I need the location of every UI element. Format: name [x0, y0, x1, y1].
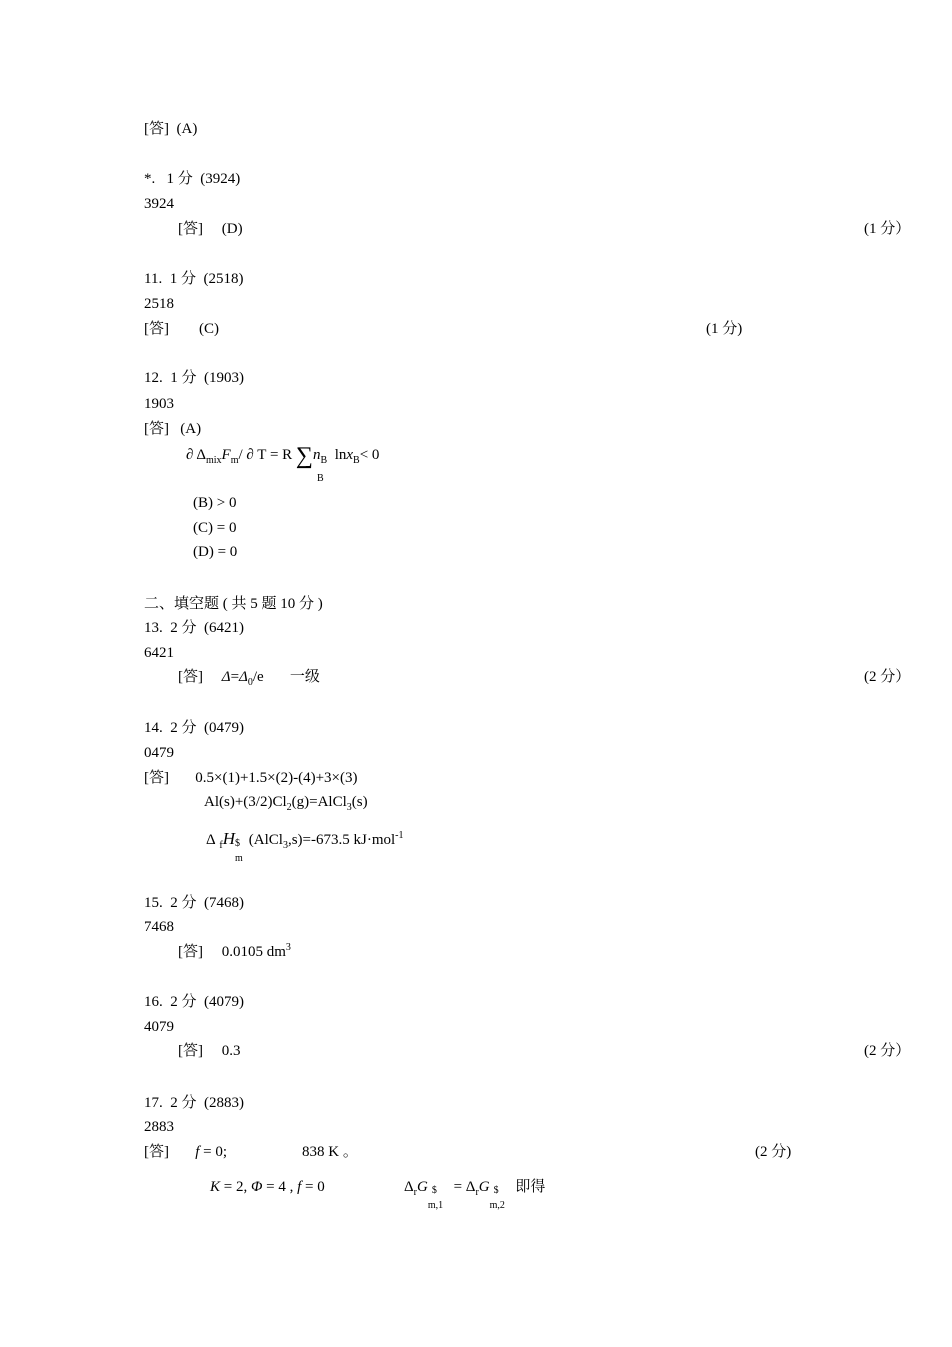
question-header: 11. 1 分 (2518) — [144, 271, 244, 287]
gibbs-equality: $\Delta_rG$ $ m,1 = $\Delta_rG$ $ m,2 即得 — [404, 1179, 546, 1211]
question-header: 12. 1 分 (1903) — [144, 370, 245, 386]
sum-index: B — [317, 473, 324, 484]
question-id: 6421 — [144, 645, 174, 661]
temperature: 838 K 。 — [302, 1144, 358, 1160]
answer-value: (A) — [176, 121, 198, 137]
answer-line: [答] 0.3 — [178, 1043, 241, 1059]
option-d: (D) = 0 — [193, 544, 238, 560]
answer-line: [答] f = 0; — [144, 1144, 228, 1160]
question-header: 16. 2 分 (4079) — [144, 994, 245, 1010]
question-id: 4079 — [144, 1019, 174, 1035]
answer-line: [答] (A) — [144, 421, 202, 437]
question-id: 2518 — [144, 296, 174, 312]
option-b: (B) > 0 — [193, 495, 237, 511]
equation-mix: ∂ $\Delta_{mix}F_m/$ ∂ T = R $\sum n_B$ lnx$_B$< 0 — [186, 443, 380, 469]
score: (1 分) — [706, 321, 743, 337]
answer-line: [答] 0.5×(1)+1.5×(2)-(4)+3×(3) — [144, 770, 358, 786]
question-header: 15. 2 分 (7468) — [144, 895, 245, 911]
option-c: (C) = 0 — [193, 520, 237, 536]
answer-line: [答] $\Delta=\Delta_0/e$ 一级 — [178, 669, 320, 688]
score: (2 分） — [864, 1043, 911, 1059]
question-id: 2883 — [144, 1119, 174, 1135]
question-id: 7468 — [144, 919, 174, 935]
answer-line: [答] 0.0105 $dm^3$ — [178, 942, 291, 960]
reaction-equation: $Al(s)+(3/2)Cl_2(g)=AlCl_3(s)$ — [204, 794, 368, 813]
answer-label: [答] — [144, 121, 169, 137]
question-header: 17. 2 分 (2883) — [144, 1095, 245, 1111]
question-id: 3924 — [144, 196, 174, 212]
answer-line: [答] (D) — [178, 221, 243, 237]
answer-line: [答] (C) — [144, 321, 219, 337]
question-header: 14. 2 分 (0479) — [144, 720, 245, 736]
question-id: 0479 — [144, 745, 174, 761]
score: (1 分） — [864, 221, 911, 237]
score: (2 分） — [864, 669, 911, 685]
answer-line-prev — [144, 120, 197, 138]
question-id: 1903 — [144, 396, 174, 412]
question-header: 13. 2 分 (6421) — [144, 620, 245, 636]
score: (2 分) — [755, 1144, 792, 1160]
question-header: *. 1 分 (3924) — [144, 171, 241, 187]
section-title: 二、填空题 ( 共 5 题 10 分 ) — [144, 596, 323, 612]
phase-rule: K = 2, Φ = 4 , f = 0 — [210, 1179, 325, 1195]
enthalpy-result: Δ $_f$H $ m (AlCl$_3$,s)=-673.5 kJ·mol$^{-1}$ — [206, 829, 404, 864]
